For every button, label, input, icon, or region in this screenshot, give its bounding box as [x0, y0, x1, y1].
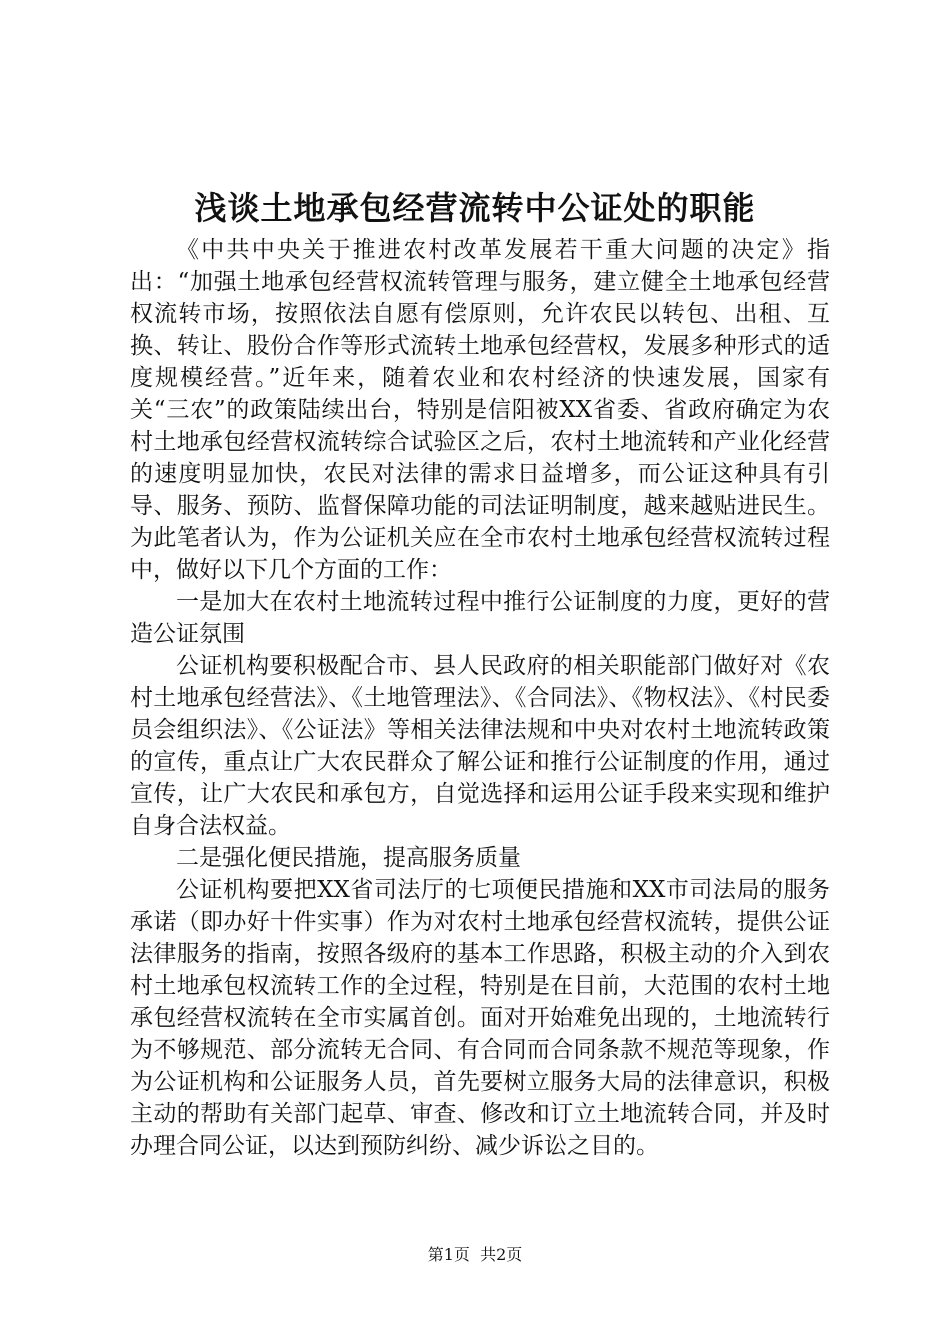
paragraph-heading-two: 二是强化便民措施，提高服务质量 [176, 845, 521, 871]
paragraph-intro: 《中共中央关于推进农村改革发展若干重大问题的决定》指出：“加强土地承包经营权流转管理与服务，建立健全土地承包经营权流转市场，按照依法自愿有偿原则，允许农民以转包、出租、互换、转让、股份合作等形式流转土地承包经营权，发展多种形式的适度规模经营。”近年来，随着农业和农村经济的快速发展，国家有关“三农”的政策陆续出台，特别是信阳被XX省委、省政府确定为农村土地承包经营权流转综合试验区之后，农村土地流转和产业化经营的速度明显加快，农民对法律的需求日益增多，而公证这种具有引导、服务、预防、监督保障功能的司法证明制度，越来越贴进民生。为此笔者认为，作为公证机关应在全市农村土地承包经营权流转过程中，做好以下几个方面的工作： [130, 237, 830, 583]
document-body [130, 234, 830, 1162]
page-footer [0, 1244, 950, 1266]
document-title: 浅谈土地承包经营流转中公证处的职能 [194, 189, 756, 227]
paragraph-heading-one: 一是加大在农村土地流转过程中推行公证制度的力度，更好的营造公证氛围 [130, 589, 830, 647]
footer-spacer [470, 1245, 480, 1264]
page-number-total: 共2页 [480, 1245, 523, 1264]
paragraph-publicity: 公证机构要积极配合市、县人民政府的相关职能部门做好对《农村土地承包经营法》、《土地管理法》、《合同法》、《物权法》、《村民委员会组织法》、《公证法》等相关法律法规和中央对农村土地流转政策的宣传，重点让广大农民群众了解公证和推行公证制度的作用，通过宣传，让广大农民和承包方，自觉选择和运用公证手段来实现和维护自身合法权益。 [130, 653, 830, 839]
paragraph-service: 公证机构要把XX省司法厅的七项便民措施和XX市司法局的服务承诺（即办好十件实事）作为对农村土地承包经营权流转，提供公证法律服务的指南，按照各级府的基本工作思路，积极主动的介入到农村土地承包权流转工作的全过程，特别是在目前，大范围的农村土地承包经营权流转在全市实属首创。面对开始难免出现的，土地流转行为不够规范、部分流转无合同、有合同而合同条款不规范等现象，作为公证机构和公证服务人员，首先要树立服务大局的法律意识，积极主动的帮助有关部门起草、审查、修改和订立土地流转合同，并及时办理合同公证，以达到预防纠纷、减少诉讼之目的。 [130, 877, 830, 1159]
page-number-current: 第1页 [427, 1245, 470, 1264]
